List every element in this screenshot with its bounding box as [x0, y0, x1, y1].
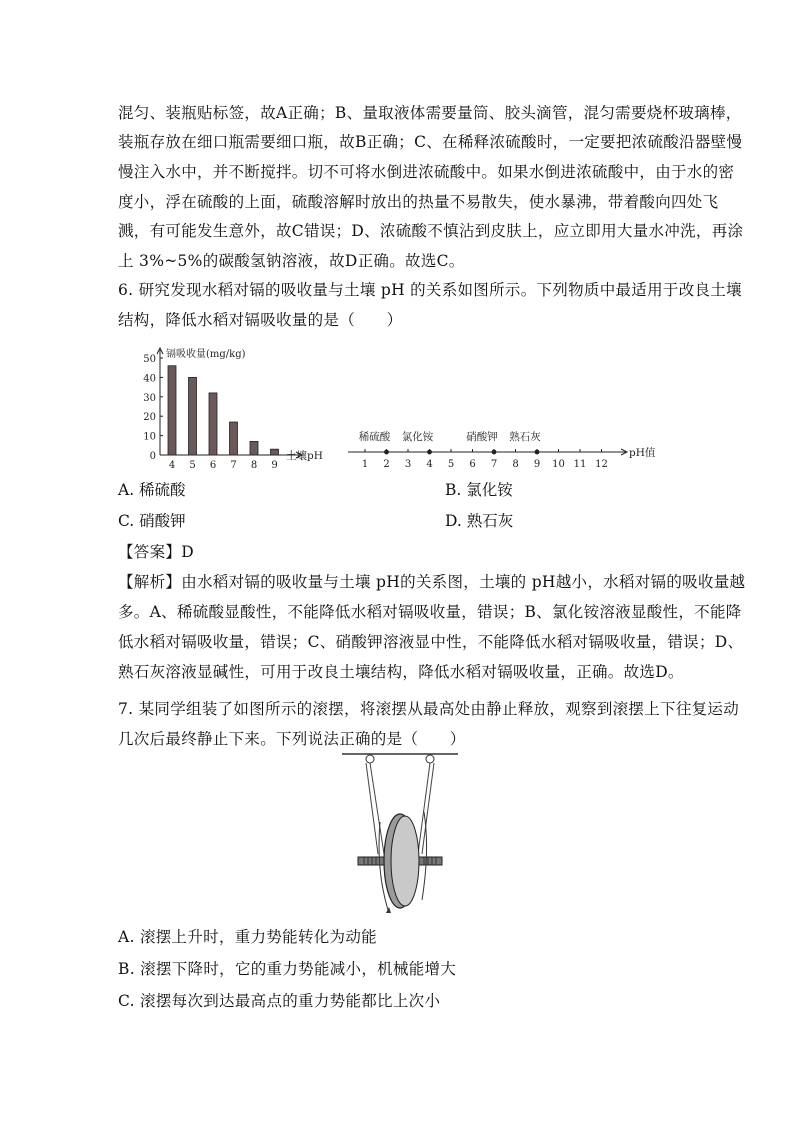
- bar: [168, 366, 176, 455]
- y-tick-label: 0: [149, 451, 156, 462]
- bar: [209, 393, 217, 455]
- y-tick-label: 10: [143, 431, 156, 443]
- y-tick-label: 30: [143, 392, 156, 404]
- q7-stem-line-2: 几次后最终静止下来。下列说法正确的是（ ）: [118, 730, 466, 748]
- q6-analysis-line-4: 熟石灰溶液显碱性，可用于改良土壤结构，降低水稻对镉吸收量，正确。故选D。: [118, 663, 684, 681]
- number-line-point: [384, 450, 389, 455]
- number-line-tick-label: 5: [447, 459, 455, 470]
- number-line-point-label: 硝酸钾: [466, 431, 498, 443]
- x-tick-label: 6: [209, 460, 217, 471]
- number-line-point-label: 熟石灰: [509, 431, 541, 443]
- x-tick-label: 4: [168, 460, 176, 471]
- number-line-tick-label: 11: [573, 459, 587, 470]
- bar: [189, 377, 197, 455]
- analysis5-line-4: 度小，浮在硫酸的上面，硫酸溶解时放出的热量不易散失，使水暴沸，带着酸向四处飞: [118, 193, 719, 211]
- y-tick-label: 20: [143, 412, 156, 424]
- number-line-tick-label: 7: [490, 459, 498, 470]
- x-tick-label: 9: [271, 460, 278, 471]
- analysis5-line-2: 装瓶存放在细口瓶需要细口瓶，故B正确；C、在稀释浓硫酸时，一定要把浓硫酸沿器壁慢: [118, 133, 743, 151]
- y-tick-label: 50: [143, 354, 156, 365]
- analysis5-line-6: 上 3%~5%的碳酸氢钠溶液，故D正确。故选C。: [118, 252, 465, 270]
- number-line-tick-label: 9: [533, 459, 541, 470]
- q6-analysis-line-3: 低水稻对镉吸收量，错误；C、硝酸钾溶液显中性，不能降低水稻对镉吸收量，错误；D、: [118, 633, 744, 651]
- number-line-point: [535, 450, 540, 455]
- x-tick-label: 5: [189, 460, 196, 471]
- number-line-point-label: 稀硫酸: [358, 431, 391, 443]
- x-tick-label: 8: [250, 460, 258, 471]
- bar: [230, 422, 238, 455]
- x-axis-label: 土壤pH: [286, 450, 323, 462]
- number-line-tick-label: 8: [512, 459, 519, 470]
- number-line-tick-label: 10: [552, 459, 565, 470]
- maxwell-wheel-figure: [340, 750, 460, 920]
- bar: [250, 441, 258, 455]
- option-b: B. 氯化铵: [445, 481, 513, 499]
- q7-stem-line-1: 7. 某同学组装了如图所示的滚摆，将滚摆从最高处由静止释放，观察到滚摆上下往复运动: [118, 700, 740, 718]
- q6-analysis-line-1: 【解析】由水稻对镉的吸收量与土壤 pH的关系图，土壤的 pH越小，水稻对镉的吸收量越: [118, 573, 746, 591]
- number-line-tick-label: 2: [383, 459, 390, 470]
- option-a: A. 稀硫酸: [118, 481, 186, 499]
- number-line-point-label: 氯化铵: [401, 431, 434, 443]
- y-tick-label: 40: [143, 373, 156, 385]
- ph-number-line: [340, 420, 660, 480]
- number-line-tick-label: 12: [595, 459, 608, 470]
- number-line-tick-label: 1: [361, 459, 369, 470]
- number-line-axis-label: pH值: [629, 447, 656, 459]
- q7-option-a: A. 滚摆上升时，重力势能转化为动能: [118, 928, 377, 946]
- q6-answer: 【答案】D: [118, 543, 194, 561]
- analysis5-line-3: 慢注入水中，并不断搅拌。切不可将水倒进浓硫酸中。如果水倒进浓硫酸中，由于水的密: [118, 163, 735, 181]
- analysis5-line-5: 溅，有可能发生意外，故C错误；D、浓硫酸不慎沾到皮肤上，应立即用大量水冲洗，再涂: [118, 222, 744, 240]
- number-line-tick-label: 4: [426, 459, 433, 470]
- cadmium-bar-chart: [130, 345, 350, 471]
- option-d: D. 熟石灰: [445, 512, 514, 530]
- x-tick-label: 7: [230, 460, 237, 471]
- q6-stem-line-1: 6. 研究发现水稻对镉的吸收量与土壤 pH 的关系如图所示。下列物质中最适用于改良土壤: [118, 281, 742, 299]
- number-line-point: [492, 450, 497, 455]
- q6-stem-line-2: 结构，降低水稻对镉吸收量的是（ ）: [118, 311, 403, 329]
- q7-option-c: C. 滚摆每次到达最高点的重力势能都比上次小: [118, 992, 441, 1010]
- bar: [271, 449, 279, 455]
- option-c: C. 硝酸钾: [118, 512, 186, 530]
- number-line-tick-label: 3: [404, 459, 412, 470]
- q6-analysis-line-2: 多。A、稀硫酸显酸性，不能降低水稻对镉吸收量，错误；B、氯化铵溶液显酸性，不能降: [118, 603, 742, 621]
- number-line-tick-label: 6: [469, 459, 476, 470]
- q7-option-b: B. 滚摆下降时，它的重力势能减小，机械能增大: [118, 960, 457, 978]
- analysis5-line-1: 混匀、装瓶贴标签，故A正确；B、量取液体需要量筒、胶头滴管，混匀需要烧杯玻璃棒，: [118, 104, 742, 122]
- y-axis-label: 镉吸收量(mg/kg): [166, 349, 246, 360]
- number-line-point: [427, 450, 432, 455]
